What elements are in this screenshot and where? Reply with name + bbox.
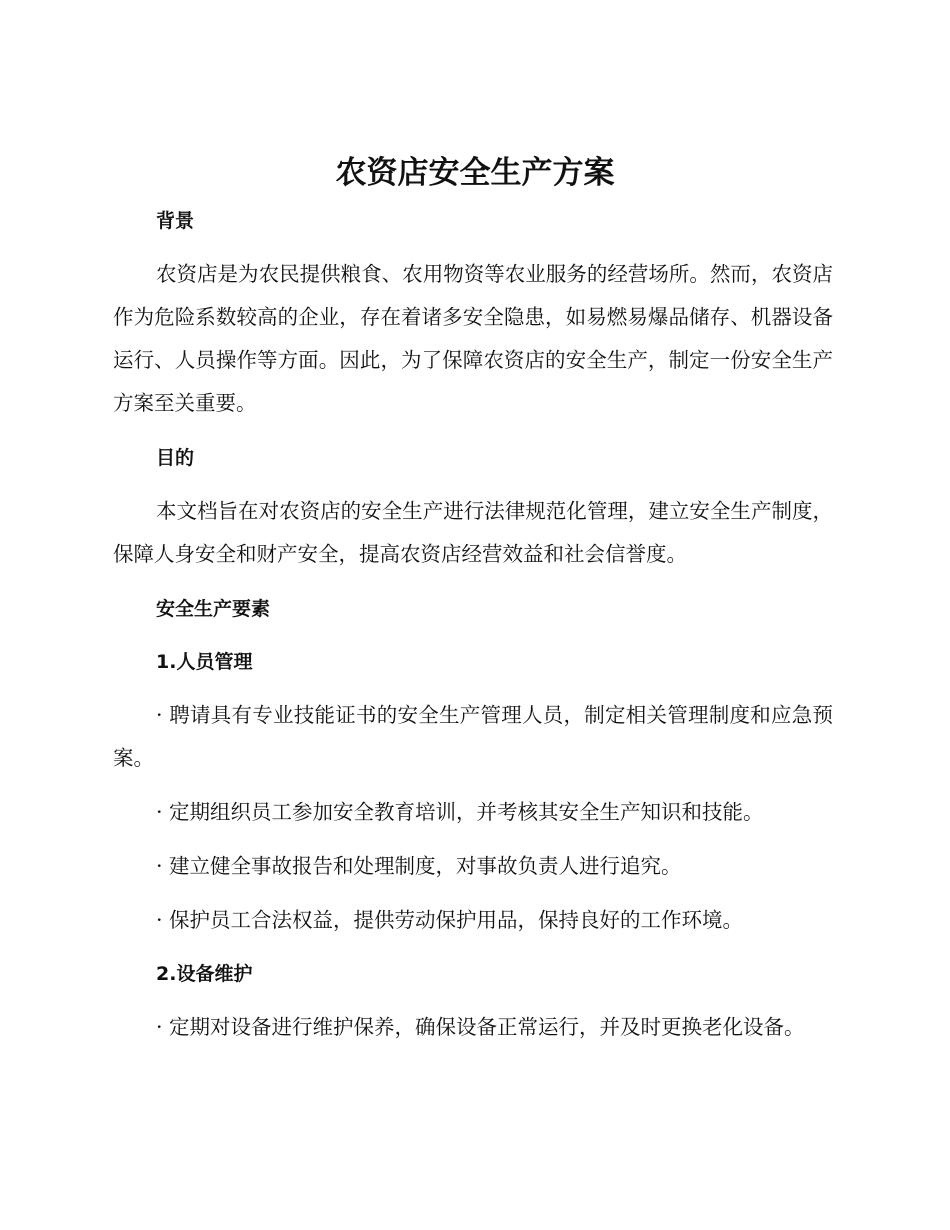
list-item-personnel-4: · 保护员工合法权益，提供劳动保护用品，保持良好的工作环境。 [156, 908, 744, 932]
document-title: 农资店安全生产方案 [335, 155, 615, 191]
list-item-equipment-1: · 定期对设备进行维护保养，确保设备正常运行，并及时更换老化设备。 [156, 1015, 805, 1039]
list-item-personnel-3: · 建立健全事故报告和处理制度，对事故负责人进行追究。 [156, 854, 682, 878]
list-item-personnel-2: · 定期组织员工参加安全教育培训，并考核其安全生产知识和技能。 [156, 800, 764, 824]
section-heading-background: 背景 [156, 210, 195, 232]
subsection-heading-personnel: 1.人员管理 [156, 651, 253, 673]
paragraph-background: 农资店是为农民提供粮食、农用物资等农业服务的经营场所。然而，农资店作为危险系数较高的企业，存在着诸多安全隐患，如易燃易爆品储存、机器设备运行、人员操作等方面。因此，为了保障农资店的安全生产，制定一份安全生产方案至关重要。 [113, 262, 833, 415]
list-item-personnel-1: · 聘请具有专业技能证书的安全生产管理人员，制定相关管理制度和应急预案。 [113, 703, 833, 770]
paragraph-purpose: 本文档旨在对农资店的安全生产进行法律规范化管理，建立安全生产制度，保障人身安全和财产安全，提高农资店经营效益和社会信誉度。 [113, 499, 833, 566]
subsection-heading-equipment: 2.设备维护 [156, 963, 253, 985]
section-heading-elements: 安全生产要素 [156, 598, 271, 620]
document-body [113, 200, 833, 1049]
section-heading-purpose: 目的 [156, 447, 195, 469]
